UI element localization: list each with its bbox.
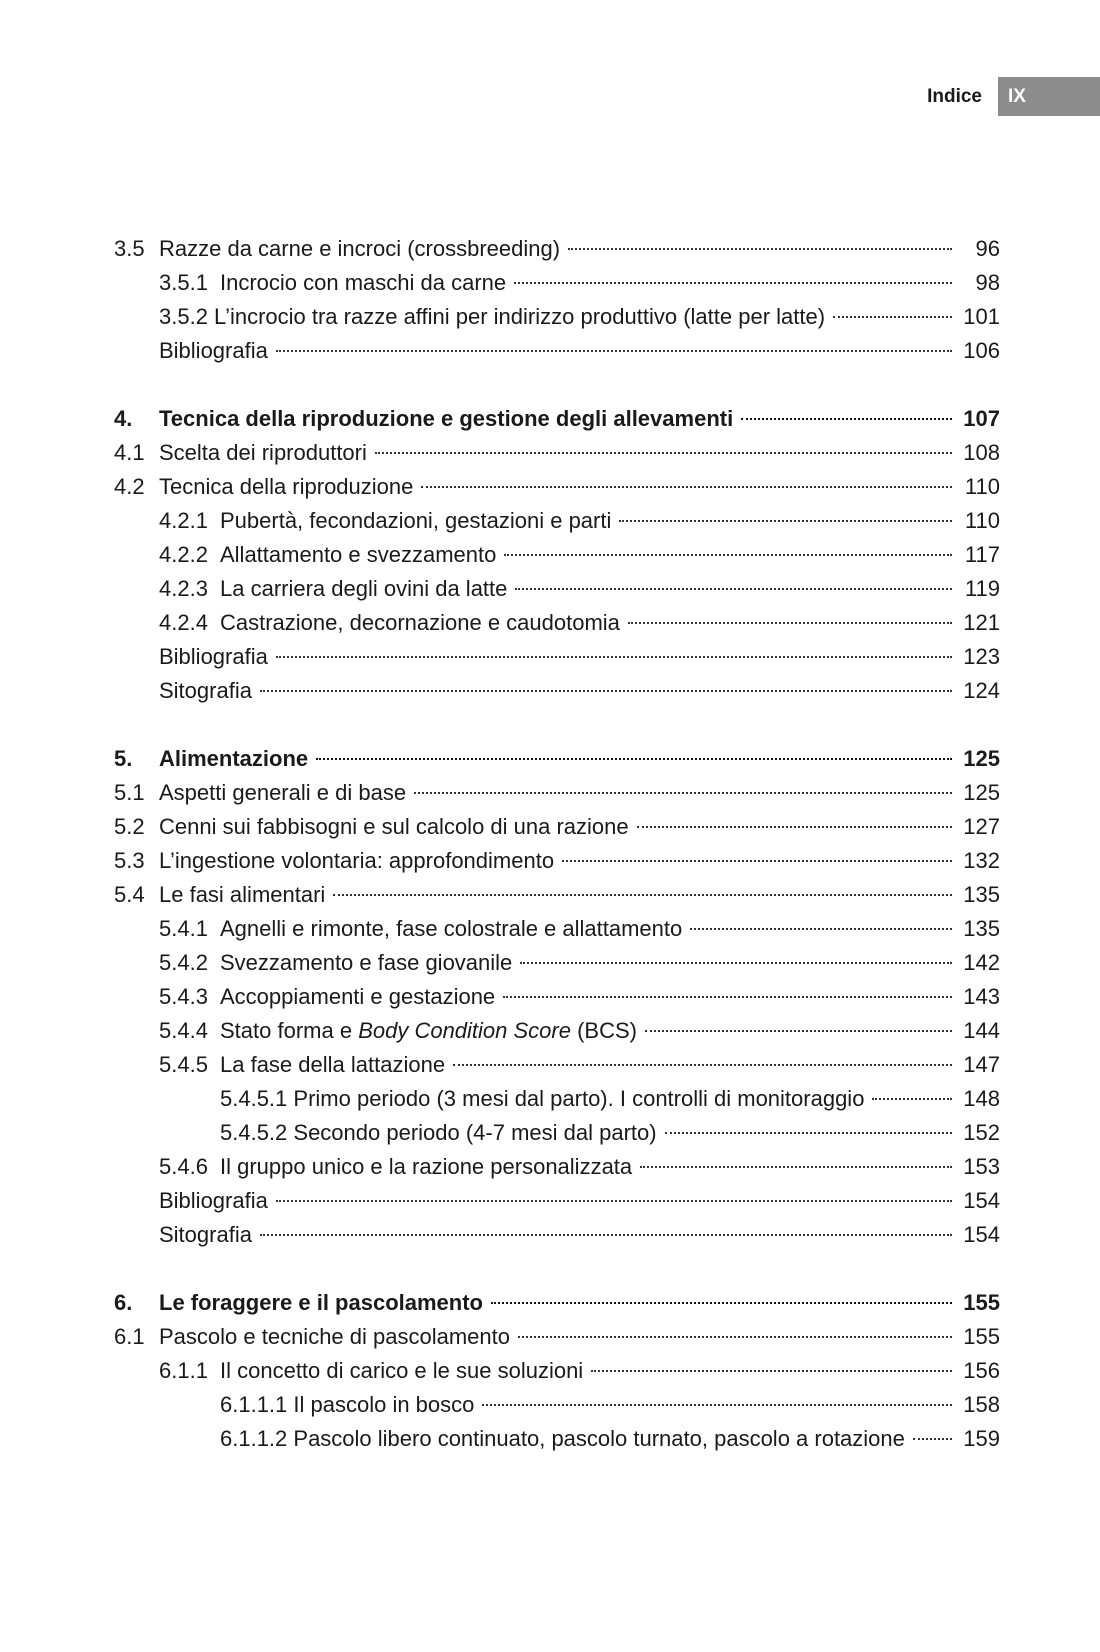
toc-entry-number: 5.1 [114,780,145,805]
toc-entry[interactable] [0,1014,1100,1048]
toc-entry-page: 147 [963,1052,1000,1077]
toc-entry-page: 108 [963,440,1000,465]
toc-entry-page: 144 [963,1018,1000,1043]
toc-entry[interactable] [0,912,1100,946]
toc-leader-dots [260,690,952,692]
toc-entry-line [159,742,1000,776]
toc-entry-page: 121 [963,610,1000,635]
toc-entry-line [220,912,1000,946]
toc-entry-page: 148 [963,1086,1000,1111]
toc-entry[interactable] [0,538,1100,572]
toc-entry-line [159,878,1000,912]
toc-entry[interactable] [0,266,1100,300]
toc-entry-line [220,1014,1000,1048]
toc-leader-dots [276,656,952,658]
toc-entry-page: 152 [963,1120,1000,1145]
toc-entry-line [220,1354,1000,1388]
toc-leader-dots [913,1438,952,1440]
toc-entry-title: 6.1.1.2 Pascolo libero continuato, pascolo turnato, pascolo a rotazione [220,1426,905,1451]
toc-entry[interactable] [0,674,1100,708]
toc-leader-dots [665,1132,952,1134]
toc-entry-title: Bibliografia [159,1188,268,1213]
toc-leader-dots [515,588,952,590]
toc-entry-page: 96 [975,236,1000,261]
toc-leader-dots [333,894,952,896]
toc-entry-title: Allattamento e svezzamento [220,542,497,567]
toc-entry-number: 4.2.4 [159,610,208,635]
toc-entry-title: La fase della lattazione [220,1052,446,1077]
toc-entry-number: 4. [114,406,133,431]
toc-entry-line [159,674,1000,708]
toc-entry-title: Il gruppo unico e la razione personalizzata [220,1154,633,1179]
toc-entry-number: 5.4 [114,882,145,907]
toc-entry-number: 5.4.4 [159,1018,208,1043]
toc-entry[interactable] [0,1354,1100,1388]
toc-entry-number: 4.2.2 [159,542,208,567]
toc-entry-title-italic: Body Condition Score [358,1018,571,1043]
toc-entry-line [220,980,1000,1014]
toc-entry[interactable] [0,776,1100,810]
toc-entry-line [159,640,1000,674]
toc-entry-page: 158 [963,1392,1000,1417]
toc-leader-dots [482,1404,952,1406]
toc-entry[interactable] [0,1184,1100,1218]
toc-entry-page: 107 [963,406,1000,431]
toc-entry-title: Tecnica della riproduzione [159,474,414,499]
toc-entry-number: 4.1 [114,440,145,465]
toc-entry-line [220,1150,1000,1184]
toc-leader-dots [260,1234,952,1236]
toc-entry-title: Tecnica della riproduzione e gestione degli allevamenti [159,406,734,431]
toc-entry-line [159,776,1000,810]
toc-entry-page: 124 [963,678,1000,703]
toc-entry-line [159,1218,1000,1252]
toc-entry-page: 142 [963,950,1000,975]
toc-entry[interactable] [0,402,1100,436]
toc-entry-number: 4.2.3 [159,576,208,601]
toc-leader-dots [520,962,952,964]
toc-entry-title: L’ingestione volontaria: approfondimento [159,848,555,873]
toc-entry-line [220,1388,1000,1422]
toc-entry-line [159,402,1000,436]
toc-entry-line [220,1082,1000,1116]
toc-entry[interactable] [0,640,1100,674]
toc-entry-line [159,232,1000,266]
toc-leader-dots [414,792,952,794]
toc-entry-line [220,1422,1000,1456]
toc-entry[interactable] [0,810,1100,844]
toc-entry-line [159,334,1000,368]
toc-entry-page: 117 [964,542,1000,567]
toc-entry-page: 135 [963,882,1000,907]
toc-entry[interactable] [0,1048,1100,1082]
toc-entry-page: 156 [963,1358,1000,1383]
toc-entry[interactable] [0,606,1100,640]
toc-entry[interactable] [0,1320,1100,1354]
toc-entry-line [220,606,1000,640]
toc-leader-dots [741,418,952,420]
toc-entry-title: Incrocio con maschi da carne [220,270,507,295]
toc-leader-dots [645,1030,952,1032]
toc-entry-number: 5.4.3 [159,984,208,1009]
toc-entry-page: 155 [963,1290,1000,1315]
toc-entry-number: 6.1.1 [159,1358,208,1383]
toc-entry-number: 5.4.2 [159,950,208,975]
toc-entry-page: 119 [964,576,1000,601]
toc-entry[interactable] [0,1116,1100,1150]
toc-leader-dots [514,282,952,284]
toc-entry[interactable] [0,1082,1100,1116]
toc-entry-page: 98 [975,270,1000,295]
toc-entry[interactable] [0,1218,1100,1252]
toc-entry-page: 106 [963,338,1000,363]
toc-entry-line [220,946,1000,980]
toc-leader-dots [833,316,952,318]
toc-leader-dots [503,996,952,998]
toc-leader-dots [640,1166,952,1168]
toc-leader-dots [316,758,952,760]
toc-entry-line [220,572,1000,606]
toc-entry[interactable] [0,1286,1100,1320]
toc-entry-number: 6. [114,1290,133,1315]
toc-leader-dots [619,520,952,522]
toc-entry-title: Le foraggere e il pascolamento [159,1290,483,1315]
toc-entry-page: 153 [963,1154,1000,1179]
toc-leader-dots [276,350,952,352]
toc-entry-page: 110 [964,474,1000,499]
toc-entry-page: 125 [963,780,1000,805]
toc-entry-title: 5.4.5.1 Primo periodo (3 mesi dal parto). I controlli di monitoraggio [220,1086,865,1111]
toc-leader-dots [872,1098,952,1100]
toc-entry-title: Castrazione, decornazione e caudotomia [220,610,620,635]
toc-leader-dots [690,928,952,930]
toc-entry[interactable] [0,300,1100,334]
toc-entry-title: Sitografia [159,1222,252,1247]
toc-entry[interactable] [0,436,1100,470]
toc-entry[interactable] [0,742,1100,776]
toc-leader-dots [375,452,952,454]
toc-leader-dots [562,860,952,862]
toc-entry-title: Accoppiamenti e gestazione [220,984,496,1009]
toc-entry-page: 110 [964,508,1000,533]
toc-entry-line [159,1184,1000,1218]
toc-entry-title: Svezzamento e fase giovanile [220,950,513,975]
toc-entry-page: 123 [963,644,1000,669]
toc-entry-title: Sitografia [159,678,252,703]
toc-entry-title: Pubertà, fecondazioni, gestazioni e parti [220,508,612,533]
header-section-title: Indice [927,86,982,107]
toc-entry-line [159,436,1000,470]
toc-entry-page: 101 [963,304,1000,329]
toc-leader-dots [628,622,952,624]
toc-entry-line [220,504,1000,538]
toc-leader-dots [276,1200,952,1202]
toc-entry[interactable] [0,1388,1100,1422]
toc-entry[interactable] [0,504,1100,538]
toc-entry-page: 154 [963,1222,1000,1247]
toc-entry-page: 125 [963,746,1000,771]
toc-entry-number: 4.2 [114,474,145,499]
toc-entry-number: 6.1 [114,1324,145,1349]
toc-entry-number: 5.4.5 [159,1052,208,1077]
toc-entry[interactable] [0,980,1100,1014]
toc-entry-page: 154 [963,1188,1000,1213]
toc-entry-page: 132 [963,848,1000,873]
toc-leader-dots [637,826,952,828]
toc-leader-dots [518,1336,952,1338]
toc-entry-line [220,538,1000,572]
toc-entry-title: Alimentazione [159,746,309,771]
toc-entry-page: 127 [963,814,1000,839]
toc-entry[interactable] [0,946,1100,980]
toc-entry-line [159,1286,1000,1320]
toc-entry-line [159,1320,1000,1354]
toc-entry[interactable] [0,334,1100,368]
toc-entry-number: 5.3 [114,848,145,873]
toc-entry[interactable] [0,878,1100,912]
toc-entry-number: 3.5 [114,236,145,261]
toc-entry-title: 6.1.1.1 Il pascolo in bosco [220,1392,475,1417]
toc-entry-title: Agnelli e rimonte, fase colostrale e allattamento [220,916,683,941]
toc-entry-title: Scelta dei riproduttori [159,440,367,465]
toc-entry-line [220,266,1000,300]
toc-entry-title: Le fasi alimentari [159,882,326,907]
toc-entry-number: 4.2.1 [159,508,208,533]
toc-leader-dots [453,1064,952,1066]
toc-entry-line [220,1048,1000,1082]
toc-entry-line [159,470,1000,504]
toc-entry-title: Bibliografia [159,644,268,669]
toc-entry-number: 5.4.1 [159,916,208,941]
toc-entry-title: Stato forma e Body Condition Score (BCS) [220,1018,637,1043]
toc-entry-line [220,1116,1000,1150]
toc-entry-title: Aspetti generali e di base [159,780,407,805]
toc-entry-title: Pascolo e tecniche di pascolamento [159,1324,510,1349]
toc-entry-number: 5.2 [114,814,145,839]
toc-entry-page: 159 [963,1426,1000,1451]
toc-leader-dots [491,1302,952,1304]
toc-leader-dots [591,1370,952,1372]
toc-entry-title: 5.4.5.2 Secondo periodo (4-7 mesi dal parto) [220,1120,657,1145]
toc-entry-page: 143 [963,984,1000,1009]
toc-entry-page: 135 [963,916,1000,941]
toc-entry-number: 5. [114,746,133,771]
toc-entry[interactable] [0,470,1100,504]
toc-entry-line [159,844,1000,878]
toc-entry-line [159,810,1000,844]
running-header [927,77,1100,116]
toc-leader-dots [421,486,952,488]
toc-leader-dots [504,554,952,556]
toc-entry[interactable] [0,572,1100,606]
toc-entry-title: Razze da carne e incroci (crossbreeding) [159,236,561,261]
toc-entry[interactable] [0,1422,1100,1456]
toc-entry-title: Bibliografia [159,338,268,363]
toc-leader-dots [568,248,952,250]
toc-entry-number: 5.4.6 [159,1154,208,1179]
toc-entry-number: 3.5.1 [159,270,208,295]
toc-entry[interactable] [0,1150,1100,1184]
header-page-number: IX [998,77,1100,116]
toc-entry[interactable] [0,844,1100,878]
toc-entry-title: 3.5.2 L’incrocio tra razze affini per indirizzo produttivo (latte per latte) [159,304,826,329]
toc-entry-title: La carriera degli ovini da latte [220,576,508,601]
toc-entry-title: Il concetto di carico e le sue soluzioni [220,1358,584,1383]
toc-entry-title: Cenni sui fabbisogni e sul calcolo di una razione [159,814,629,839]
toc-entry-page: 155 [963,1324,1000,1349]
toc-entry[interactable] [0,232,1100,266]
toc-entry-line [159,300,1000,334]
